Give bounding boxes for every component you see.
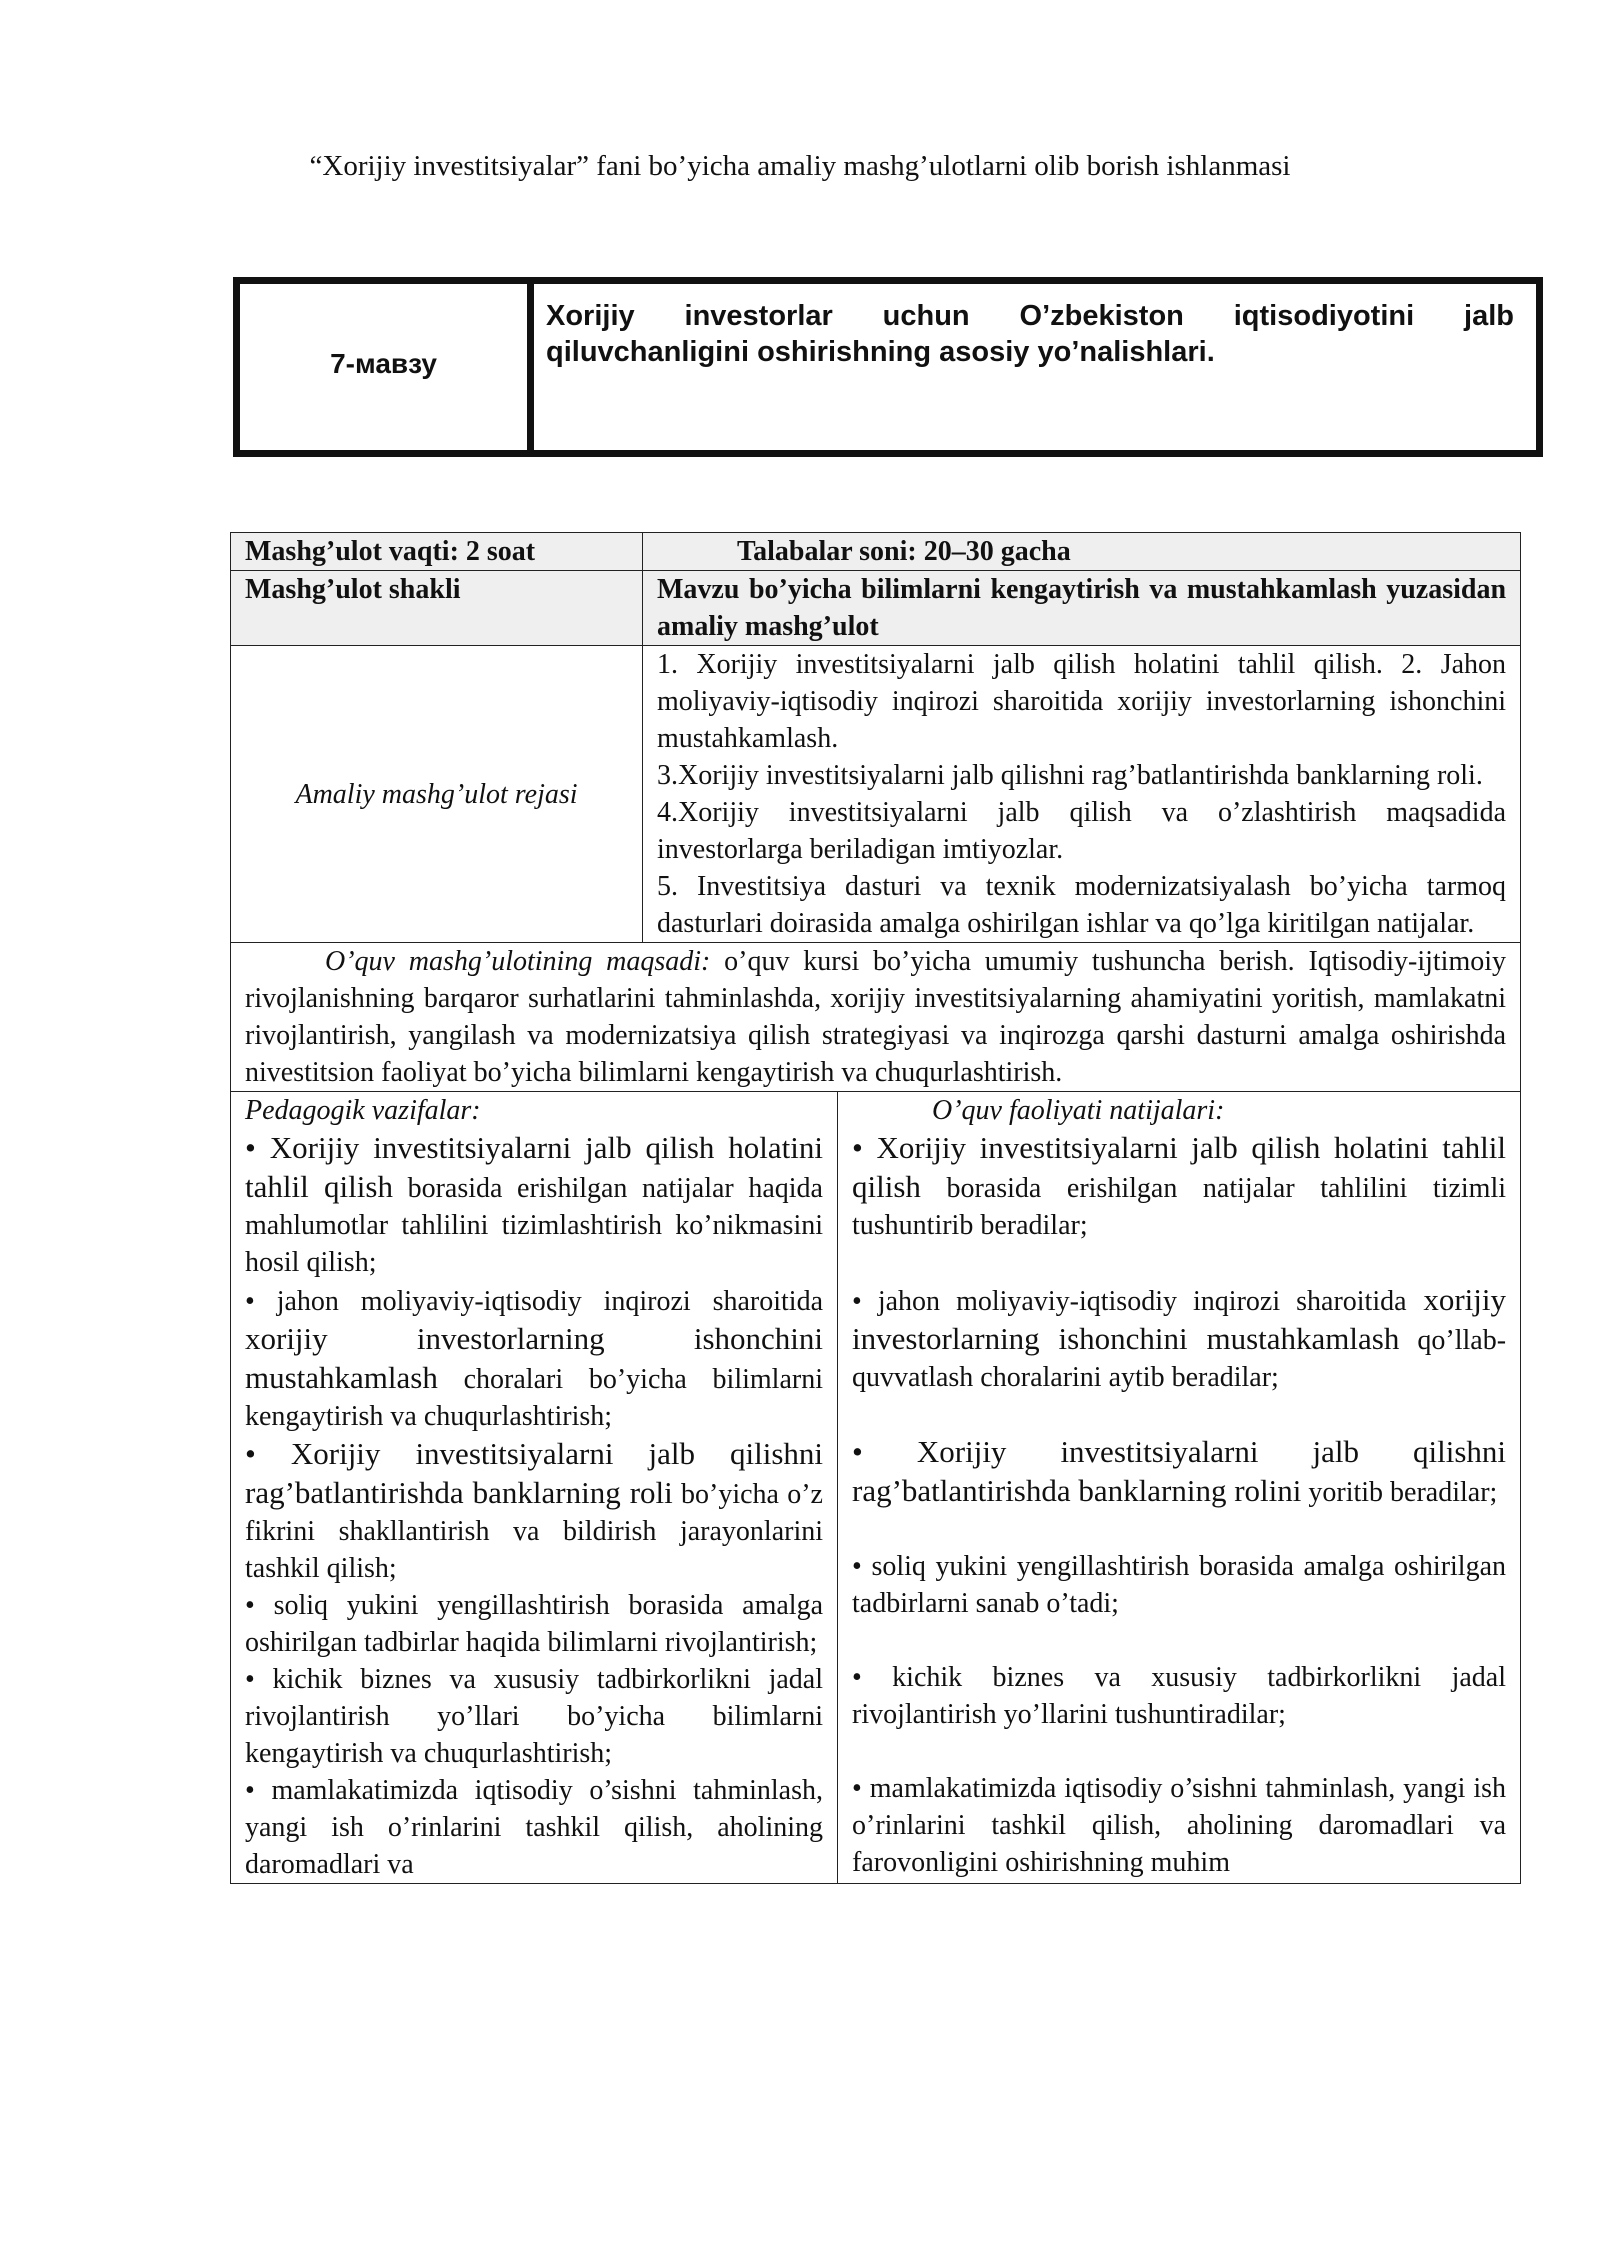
task-item: • mamlakatimizda iqtisodiy o’sishni tahminlash, yangi ish o’rinlarini tashkil qilish, aholining daromadlari va [245,1775,823,1880]
lesson-form-value: Mavzu bo’yicha bilimlarni kengaytirish va mustahkamlash yuzasidan amaliy mashg’ulot [643,571,1521,646]
table-row [231,571,1521,646]
lesson-time: Mashg’ulot vaqti: 2 soat [231,533,643,571]
result-item: • jahon moliyaviy-iqtisodiy inqirozi sharoitida xorijiy investorlarning ishonchini mustahkamlash qo’llab-quvvatlash choralarini aytib beradilar; [852,1282,1507,1393]
document-title: “Xorijiy investitsiyalar” fani bo’yicha amaliy mashg’ulotlarni olib borish ishlanmasi [309,150,1291,182]
goal-text: o’quv kursi bo’yicha umumiy tushuncha berish. Iqtisodiy-ijtimoiy rivojlanishning barqaror surhatlarini tahminlashda, xorijiy investitsiyalarning ahamiyatini yoritish, mamlakatni rivojlantirish, yangilash va modernizatsiya qilish strategiyasi va inqirozga qarshi dasturni amalga oshirishda nivestitsion faoliyat bo’yicha bilimlarni kengaytirish va chuqurlashtirish. [245,946,1507,1088]
plan-item: 1. Xorijiy investitsiyalarni jalb qilish holatini tahlil qilish. 2. Jahon moliyaviy-iqtisodiy inqirozi sharoitida xorijiy investorlarning ishonchini mustahkamlash. [657,649,1507,754]
table-row [231,646,1521,943]
result-item: • mamlakatimizda iqtisodiy o’sishni tahminlash, yangi ish o’rinlarini tashkil qilish, aholining daromadlari va farovonligini oshirishning muhim [852,1773,1507,1878]
tasks-header: Pedagogik vazifalar: [245,1095,481,1126]
topic-box [233,277,1543,457]
plan-item: 3.Xorijiy investitsiyalarni jalb qilishni rag’batlantirishda banklarning roli. [657,760,1483,791]
result-item: • Xorijiy investitsiyalarni jalb qilish holatini tahlil qilish borasida erishilgan natijalar tahlilini tizimli tushuntirib beradilar; [852,1130,1507,1241]
topic-number: 7-мавзу [240,284,534,450]
students-count: Talabalar soni: 20–30 gacha [643,533,1521,571]
learning-results [838,1092,1521,1884]
task-item: • Xorijiy investitsiyalarni jalb qilish holatini tahlil qilish borasida erishilgan natijalar haqida mahlumotlar tahlilini tizimlashtirish ko’nikmasini hosil qilish; [245,1130,823,1278]
result-item: • soliq yukini yengillashtirish borasida amalga oshirilgan tadbirlarni sanab o’tadi; [852,1551,1507,1619]
plan-item: 4.Xorijiy investitsiyalarni jalb qilish va o’zlashtirish maqsadida investorlarga beriladigan imtiyozlar. [657,797,1507,865]
topic-title: Xorijiy investorlar uchun O’zbekiston iqtisodiyotini jalb qiluvchanligini oshirishning asosiy yo’nalishlari. [546,300,1514,368]
result-item: • Xorijiy investitsiyalarni jalb qilishni rag’batlantirishda banklarning rolini yoritib beradilar; [852,1434,1507,1508]
lesson-plan-table [230,532,1521,1884]
lesson-goal [231,943,1521,1092]
task-item: • soliq yukini yengillashtirish borasida amalga oshirilgan tadbirlar haqida bilimlarni rivojlantirish; [245,1590,823,1658]
lesson-form-label: Mashg’ulot shakli [231,571,643,646]
task-item: • jahon moliyaviy-iqtisodiy inqirozi sharoitida xorijiy investorlarning ishonchini mustahkamlash choralari bo’yicha bilimlarni kengaytirish va chuqurlashtirish; [245,1286,823,1432]
goal-label: O’quv mashg’ulotining maqsadi: [325,946,711,977]
task-item: • Xorijiy investitsiyalarni jalb qilishni rag’batlantirishda banklarning roli bo’yicha o’z fikrini shakllantirish va bildirish jarayonlarini tashkil qilish; [245,1436,823,1584]
plan-item: 5. Investitsiya dasturi va texnik modernizatsiyalash bo’yicha tarmoq dasturlari doirasida amalga oshirilgan ishlar va qo’lga kiritilgan natijalar. [657,871,1507,939]
result-item: • kichik biznes va xususiy tadbirkorlikni jadal rivojlantirish yo’llarini tushuntiradilar; [852,1662,1507,1730]
results-header: O’quv faoliyati natijalari: [932,1095,1225,1126]
table-row [231,533,1521,571]
pedagogical-tasks [231,1092,838,1884]
plan-items [643,646,1521,943]
table-row [231,943,1521,1092]
table-row [231,1092,1521,1884]
plan-label: Amaliy mashg’ulot rejasi [231,646,643,943]
task-item: • kichik biznes va xususiy tadbirkorlikni jadal rivojlantirish yo’llari bo’yicha bilimlarni kengaytirish va chuqurlashtirish; [245,1664,823,1769]
